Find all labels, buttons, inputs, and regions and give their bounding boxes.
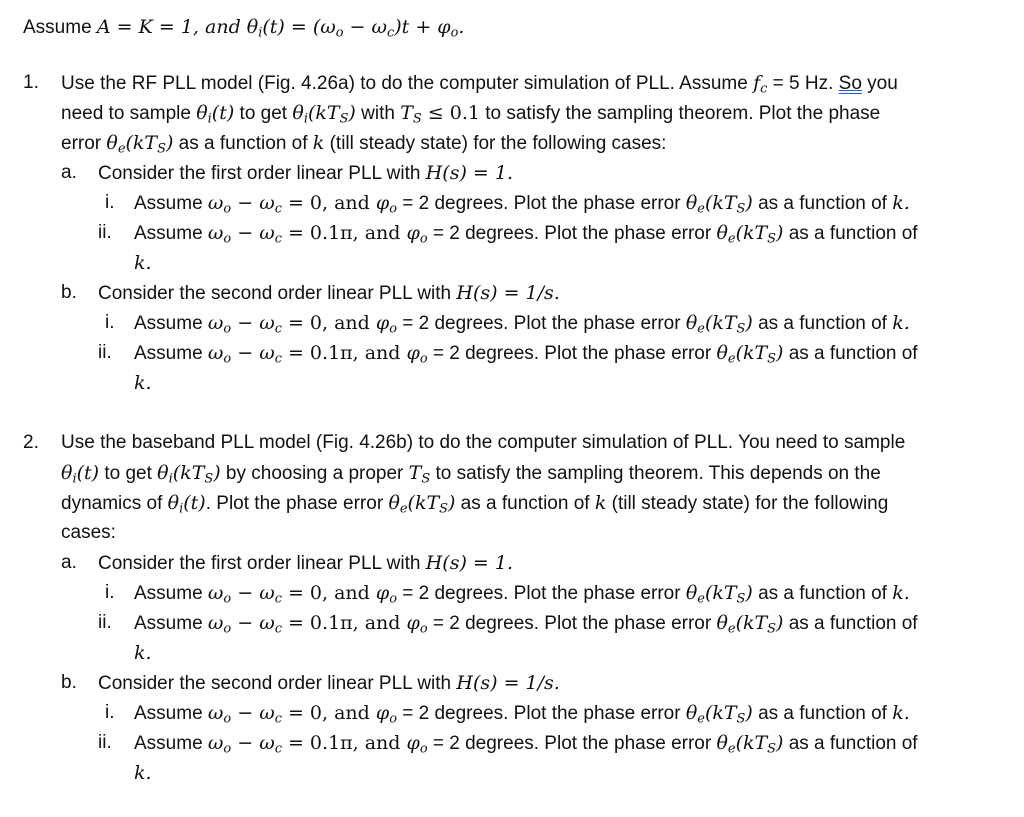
- q1-b-text: Consider the second order linear PLL with H(s) = 1/s.: [98, 282, 560, 304]
- q1-a-ii-text: Assume $\omega_o - \omega_c = 0.1\pi$, and $\varphi_o = 2$ degrees. Plot the phase error $\theta_e(kT_S)$ as a function of: [134, 222, 918, 247]
- q1-b-i-label: i.: [105, 312, 115, 333]
- q2-b-ii-k: k.: [134, 762, 152, 784]
- q2-line-2: $\theta_i(t)$ to get $\theta_i(kT_S)$ by choosing a proper $T_S$ to satisfy the sampling theorem. This depends on the: [61, 462, 881, 487]
- q1-a-ii-label: ii.: [98, 222, 112, 243]
- q1-a-i-text: Assume $\omega_o - \omega_c = 0$, and $\varphi_o = 2$ degrees. Plot the phase error $\theta_e(kT_S)$ as a function of k.: [134, 192, 910, 217]
- q2-a-text: Consider the first order linear PLL with H(s) = 1.: [98, 552, 514, 574]
- q2-a-ii-k: k.: [134, 642, 152, 664]
- q2-line-1: Use the baseband PLL model (Fig. 4.26b) to do the computer simulation of PLL. You need to sample: [61, 432, 906, 453]
- q2-b-text: Consider the second order linear PLL with H(s) = 1/s.: [98, 672, 560, 694]
- q1-b-i-text: Assume $\omega_o - \omega_c = 0$, and $\varphi_o = 2$ degrees. Plot the phase error $\theta_e(kT_S)$ as a function of k.: [134, 312, 910, 337]
- q1-a-i-label: i.: [105, 192, 115, 213]
- q2-a-ii-label: ii.: [98, 612, 112, 633]
- q1-b-ii-text: Assume $\omega_o - \omega_c = 0.1\pi$, and $\varphi_o = 2$ degrees. Plot the phase error $\theta_e(kT_S)$ as a function of: [134, 342, 918, 367]
- q1-line-3: error $\theta_e(kT_S)$ as a function of k (till steady state) for the following cases:: [61, 132, 667, 157]
- q2-b-i-text: Assume $\omega_o - \omega_c = 0$, and $\varphi_o = 2$ degrees. Plot the phase error $\theta_e(kT_S)$ as a function of k.: [134, 702, 910, 727]
- q2-b-label: b.: [61, 672, 77, 693]
- q2-b-i-label: i.: [105, 702, 115, 723]
- q1-a-text: Consider the first order linear PLL with H(s) = 1.: [98, 162, 514, 184]
- assumption-line: Assume A = K = 1, and $\theta_i(t) = (\omega_o - \omega_c)t + \varphi_o$.: [23, 16, 465, 41]
- q1-line-1: Use the RF PLL model (Fig. 4.26a) to do the computer simulation of PLL. Assume $f_c = 5$ Hz. So you: [61, 72, 898, 97]
- q2-a-i-text: Assume $\omega_o - \omega_c = 0$, and $\varphi_o = 2$ degrees. Plot the phase error $\theta_e(kT_S)$ as a function of k.: [134, 582, 910, 607]
- q2-line-4: cases:: [61, 522, 116, 543]
- q2-line-3: dynamics of $\theta_i(t)$. Plot the phase error $\theta_e(kT_S)$ as a function of k (till steady state) for the following: [61, 492, 889, 517]
- q1-number: 1.: [23, 72, 39, 93]
- q1-a-label: a.: [61, 162, 77, 183]
- q1-b-label: b.: [61, 282, 77, 303]
- q1-b-ii-label: ii.: [98, 342, 112, 363]
- q1-a-ii-k: k.: [134, 252, 152, 274]
- q2-a-label: a.: [61, 552, 77, 573]
- assumption-equation: A = K = 1, and $\theta_i(t) = (\omega_o - \omega_c)t + \varphi_o$.: [96, 16, 465, 41]
- q1-b-ii-k: k.: [134, 372, 152, 394]
- q2-number: 2.: [23, 432, 39, 453]
- q2-a-i-label: i.: [105, 582, 115, 603]
- so-link: So: [838, 73, 862, 94]
- q2-b-ii-text: Assume $\omega_o - \omega_c = 0.1\pi$, and $\varphi_o = 2$ degrees. Plot the phase error $\theta_e(kT_S)$ as a function of: [134, 732, 918, 757]
- q2-a-ii-text: Assume $\omega_o - \omega_c = 0.1\pi$, and $\varphi_o = 2$ degrees. Plot the phase error $\theta_e(kT_S)$ as a function of: [134, 612, 918, 637]
- q1-line-2: need to sample $\theta_i(t)$ to get $\theta_i(kT_S)$ with $T_S \le 0.1$ to satisfy the sampling theorem. Plot the phase: [61, 102, 881, 127]
- q2-b-ii-label: ii.: [98, 732, 112, 753]
